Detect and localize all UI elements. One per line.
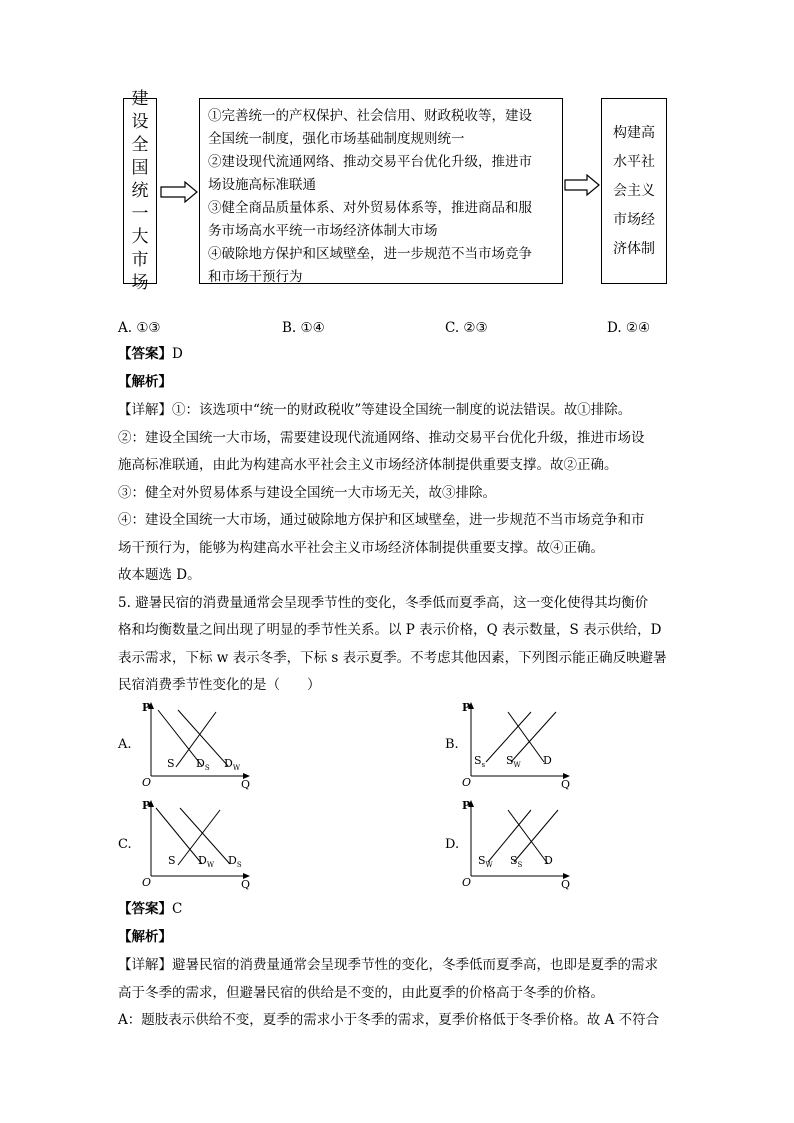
flow-left-box xyxy=(123,88,157,293)
graph-c-l2-sub: W xyxy=(206,861,215,869)
graph-d-l1-sub: W xyxy=(485,861,493,869)
q4-option-b[interactable]: B. ①④ xyxy=(282,320,325,336)
q4-detail-1: ②：建设全国统一大市场，需要建设现代流通网络、推动交易平台优化升级，推进市场设 xyxy=(118,430,645,446)
flow-left-char: 大 xyxy=(131,226,149,247)
q5-detail-2: A：题肢表示供给不变，夏季的需求小于冬季的需求，夏季价格低于冬季价格。故 A 不符合 xyxy=(118,1012,660,1028)
svg-text:Ss xyxy=(474,754,486,769)
q4-answer-value: D xyxy=(172,346,183,362)
graph-d-axis-p: P xyxy=(462,799,471,812)
flow-left-char: 建 xyxy=(131,88,149,109)
q5-detail-0: 【详解】避暑民宿的消费量通常会呈现季节性的变化，冬季低而夏季高，也即是夏季的需求 xyxy=(118,957,658,973)
graph-a-l3: D xyxy=(224,757,233,770)
graph-d-origin: O xyxy=(462,876,472,889)
graph-a-l2-sub: S xyxy=(204,764,210,772)
flow-right-line: 济体制 xyxy=(613,240,655,257)
graph-d-l2: S xyxy=(510,854,518,867)
graph-d-axis-q: Q xyxy=(561,878,571,890)
flow-middle-box xyxy=(199,98,563,284)
graph-c-l1: S xyxy=(168,854,176,867)
flow-middle-line: ①完善统一的产权保护、社会信用、财政税收等，建设 xyxy=(208,108,532,124)
svg-text:DS xyxy=(196,757,210,772)
graph-c-origin: O xyxy=(142,876,152,889)
q5-analysis-label: 【解析】 xyxy=(118,929,172,945)
graph-b xyxy=(458,700,588,792)
q4-detail-2: 施高标准联通，由此为构建高水平社会主义市场经济体制提供重要支撑。故②正确。 xyxy=(118,457,618,473)
flow-right-line: 水平社 xyxy=(613,153,655,170)
flow-arrow-right xyxy=(563,173,601,197)
graph-a-l3-sub: W xyxy=(232,764,241,772)
svg-text:DW xyxy=(198,854,215,869)
flow-right-box xyxy=(601,98,667,284)
graph-c-l3-sub: S xyxy=(236,861,242,869)
q4-option-d[interactable]: D. ②④ xyxy=(607,320,651,336)
graph-b-axis-q: Q xyxy=(561,778,571,791)
q4-detail-0: 【详解】①：该选项中“统一的财政税收”等建设全国统一制度的说法错误。故①排除。 xyxy=(118,402,632,418)
graph-c-l3: D xyxy=(228,854,237,867)
graph-b-l1-sub: s xyxy=(481,761,486,769)
q4-detail-5: 场干预行为，能够为构建高水平社会主义市场经济体制提供重要支撑。故④正确。 xyxy=(118,540,604,556)
flow-left-char: 场 xyxy=(131,272,149,293)
q5-stem-2: 表示需求，下标 w 表示冬季，下标 s 表示夏季。不考虑其他因素，下列图示能正确反映避暑 xyxy=(118,650,667,666)
flow-middle-line: 务市场高水平统一市场经济体制大市场 xyxy=(208,223,438,239)
graph-d-l1: S xyxy=(478,854,486,867)
graph-b-l1: S xyxy=(474,754,482,767)
graph-d-option[interactable]: D. xyxy=(445,837,460,852)
graph-c-axis-p: P xyxy=(142,799,151,812)
graph-c-l2: D xyxy=(198,854,207,867)
graph-a-origin: O xyxy=(142,776,152,789)
graph-d-l3: D xyxy=(544,854,553,867)
q4-detail-4: ④：建设全国统一大市场，通过破除地方保护和区域壁垒，进一步规范不当市场竞争和市 xyxy=(118,512,645,528)
graph-a-axis-p: P xyxy=(142,701,151,714)
flow-middle-line: ③健全商品质量体系、对外贸易体系等，推进商品和服 xyxy=(208,200,532,216)
graph-b-l3: D xyxy=(543,754,552,767)
flow-right-line: 构建高 xyxy=(613,124,655,141)
q4-answer xyxy=(118,341,183,369)
q4-option-c[interactable]: C. ②③ xyxy=(445,320,488,336)
q5-stem-3: 民宿消费季节性变化的是（ ） xyxy=(118,677,321,693)
q4-detail-3: ③：健全对外贸易体系与建设全国统一大市场无关，故③排除。 xyxy=(118,485,496,501)
q4-analysis-label: 【解析】 xyxy=(118,374,172,390)
q4-detail-6: 故本题选 D。 xyxy=(118,567,201,583)
q5-answer-label: 【答案】 xyxy=(118,901,172,917)
flow-left-char: 一 xyxy=(131,203,149,224)
graph-a-l1: S xyxy=(167,757,175,770)
graph-a xyxy=(138,700,268,792)
flow-middle-line: 和市场干预行为 xyxy=(208,269,303,285)
svg-text:SS xyxy=(510,854,523,869)
flow-middle-line: 全国统一制度，强化市场基础制度规则统一 xyxy=(208,131,465,147)
graph-a-option[interactable]: A. xyxy=(118,737,132,752)
flow-left-char: 国 xyxy=(131,157,149,178)
graph-c-axis-q: Q xyxy=(241,878,251,890)
graph-b-origin: O xyxy=(462,776,472,789)
graph-c xyxy=(138,798,268,890)
flow-left-char: 统 xyxy=(131,180,149,201)
graph-b-axis-p: P xyxy=(462,701,471,714)
q5-answer-value: C xyxy=(172,901,183,917)
graph-b-l2: S xyxy=(506,754,514,767)
flow-left-char: 全 xyxy=(131,134,149,155)
flow-middle-line: ②建设现代流通网络、推动交易平台优化升级，推进市 xyxy=(208,154,532,170)
q5-stem-0: 5. 避暑民宿的消费量通常会呈现季节性的变化，冬季低而夏季高，这一变化使得其均衡价 xyxy=(118,595,649,611)
flow-middle-line: ④破除地方保护和区域壁垒，进一步规范不当市场竞争 xyxy=(208,246,532,262)
svg-text:SW xyxy=(478,854,494,869)
q5-detail-1: 高于冬季的需求，但避暑民宿的供给是不变的，由此夏季的价格高于冬季的价格。 xyxy=(118,985,604,1001)
graph-a-l2: D xyxy=(196,757,205,770)
flow-right-line: 市场经 xyxy=(613,211,655,228)
flow-middle-line: 场设施高标准联通 xyxy=(208,177,316,193)
q5-answer xyxy=(118,896,182,924)
svg-text:DS xyxy=(228,854,242,869)
flow-left-char: 市 xyxy=(131,249,149,270)
q4-option-a[interactable]: A. ①③ xyxy=(118,320,161,336)
graph-a-axis-q: Q xyxy=(241,778,251,791)
q4-answer-label: 【答案】 xyxy=(118,346,172,362)
graph-d xyxy=(458,798,588,890)
graph-d-l2-sub: S xyxy=(517,861,523,869)
flow-arrow-left xyxy=(159,180,199,204)
flow-left-char: 设 xyxy=(131,111,149,132)
graph-b-l2-sub: W xyxy=(513,761,521,769)
graph-b-option[interactable]: B. xyxy=(445,737,459,752)
graph-c-option[interactable]: C. xyxy=(118,837,132,852)
flow-right-line: 会主义 xyxy=(613,182,655,199)
q5-stem-1: 格和均衡数量之间出现了明显的季节性关系。以 P 表示价格，Q 表示数量，S 表示供给，D xyxy=(118,622,662,638)
graph-c-demand-1 xyxy=(156,808,202,864)
svg-text:DW xyxy=(224,757,241,772)
svg-text:SW xyxy=(506,754,522,769)
